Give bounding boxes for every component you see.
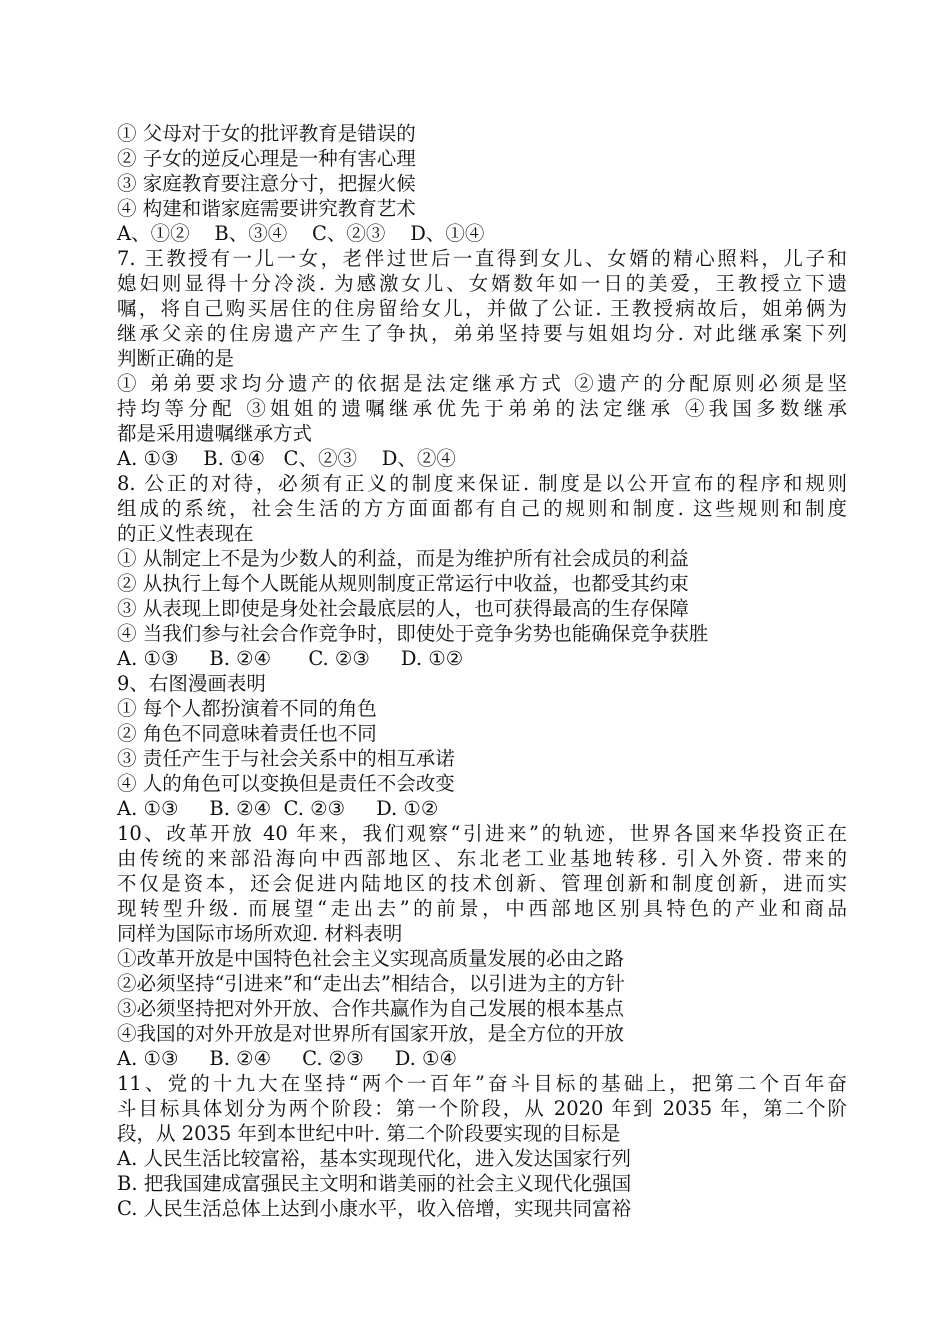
- q8-option-3: ③ 从表现上即使是身处社会最底层的人，也可获得最高的生存保障: [117, 597, 689, 620]
- q6-option-1: ① 父母对于女的批评教育是错误的: [117, 122, 416, 145]
- q9-option-4: ④ 人的角色可以变换但是责任不会改变: [117, 772, 455, 795]
- q10-stem-line: 现转型升级. 而展望“走出去”的前景，中西部地区别具特色的产业和商品: [117, 897, 847, 920]
- q9-answer-choices: A. ①③ B. ②④ C. ②③ D. ①②: [117, 797, 439, 820]
- q7-stem-line: 判断正确的是: [117, 347, 235, 370]
- q7-options-line: 都是采用遗嘱继承方式: [117, 422, 313, 445]
- q8-option-4: ④ 当我们参与社会合作竞争时，即使处于竞争劣势也能确保竞争获胜: [117, 622, 709, 645]
- exam-page: [117, 121, 847, 1221]
- q8-stem-line: 的正义性表现在: [117, 522, 254, 545]
- q10-option-4: ④我国的对外开放是对世界所有国家开放，是全方位的开放: [117, 1022, 625, 1045]
- q10-stem-line: 由传统的来部沿海向中西部地区、东北老工业基地转移. 引入外资. 带来的: [117, 847, 847, 870]
- q7-stem-line: 媳妇则显得十分冷淡. 为感激女儿、女婿数年如一日的美爱，王教授立下遗: [117, 272, 847, 295]
- q10-option-3: ③必须坚持把对外开放、合作共赢作为自己发展的根本基点: [117, 997, 625, 1020]
- q11-option-a: A. 人民生活比较富裕，基本实现现代化，进入发达国家行列: [117, 1147, 631, 1170]
- q7-stem-line: 嘱，将自己购买居住的住房留给女儿，并做了公证. 王教授病故后，姐弟俩为: [117, 297, 847, 320]
- q6-option-4: ④ 构建和谐家庭需要讲究教育艺术: [117, 197, 416, 220]
- q11-option-b: B. 把我国建成富强民主文明和谐美丽的社会主义现代化强国: [117, 1172, 632, 1195]
- q10-option-1: ①改革开放是中国特色社会主义实现高质量发展的必由之路: [117, 947, 625, 970]
- q9-option-2: ② 角色不同意味着责任也不同: [117, 722, 377, 745]
- q10-answer-choices: A. ①③ B. ②④ C. ②③ D. ①④: [117, 1047, 457, 1070]
- q6-answer-choices: A、①② B、③④ C、②③ D、①④: [117, 222, 485, 245]
- q8-option-2: ② 从执行上每个人既能从规则制度正常运行中收益，也都受其约束: [117, 572, 689, 595]
- q6-option-2: ② 子女的逆反心理是一种有害心理: [117, 147, 416, 170]
- q8-stem-line: 组成的系统，社会生活的方方面面都有自己的规则和制度. 这些规则和制度: [117, 497, 847, 520]
- q7-options-line: 持均等分配 ③姐姐的遗嘱继承优先于弟弟的法定继承 ④我国多数继承: [117, 397, 847, 420]
- q9-option-1: ① 每个人都扮演着不同的角色: [117, 697, 377, 720]
- q7-options-line: ① 弟弟要求均分遗产的依据是法定继承方式 ②遗产的分配原则必须是坚: [117, 372, 847, 395]
- q10-stem-line: 不仅是资本，还会促进内陆地区的技术创新、管理创新和制度创新，进而实: [117, 872, 847, 895]
- q7-stem-line: 7. 王教授有一儿一女，老伴过世后一直得到女儿、女婿的精心照料，儿子和: [117, 247, 847, 270]
- q8-answer-choices: A. ①③ B. ②④ C. ②③ D. ①②: [117, 647, 464, 670]
- q11-stem-line: 段，从 2035 年到本世纪中叶. 第二个阶段要实现的目标是: [117, 1122, 621, 1145]
- q7-answer-choices: A. ①③ B. ①④ C、②③ D、②④: [117, 447, 456, 470]
- q11-option-c: C. 人民生活总体上达到小康水平，收入倍增，实现共同富裕: [117, 1197, 632, 1220]
- q8-stem-line: 8. 公正的对待，必须有正义的制度来保证. 制度是以公开宣布的程序和规则: [117, 472, 847, 495]
- q11-stem-line: 斗目标具体划分为两个阶段：第一个阶段，从 2020 年到 2035 年，第二个阶: [117, 1097, 847, 1120]
- q10-stem-line: 同样为国际市场所欢迎. 材料表明: [117, 922, 403, 945]
- q7-stem-line: 继承父亲的住房遗产产生了争执，弟弟坚持要与姐姐均分. 对此继承案下列: [117, 322, 847, 345]
- q8-option-1: ① 从制定上不是为少数人的利益，而是为维护所有社会成员的利益: [117, 547, 689, 570]
- q10-stem-line: 10、改革开放 40 年来，我们观察“引进来”的轨迹，世界各国来华投资正在: [117, 822, 847, 845]
- q6-option-3: ③ 家庭教育要注意分寸，把握火候: [117, 172, 416, 195]
- q11-stem-line: 11、党的十九大在坚持“两个一百年”奋斗目标的基础上，把第二个百年奋: [117, 1072, 847, 1095]
- q9-stem: 9、右图漫画表明: [117, 672, 266, 695]
- q10-option-2: ②必须坚持“引进来”和“走出去”相结合，以引进为主的方针: [117, 972, 625, 995]
- q9-option-3: ③ 责任产生于与社会关系中的相互承诺: [117, 747, 455, 770]
